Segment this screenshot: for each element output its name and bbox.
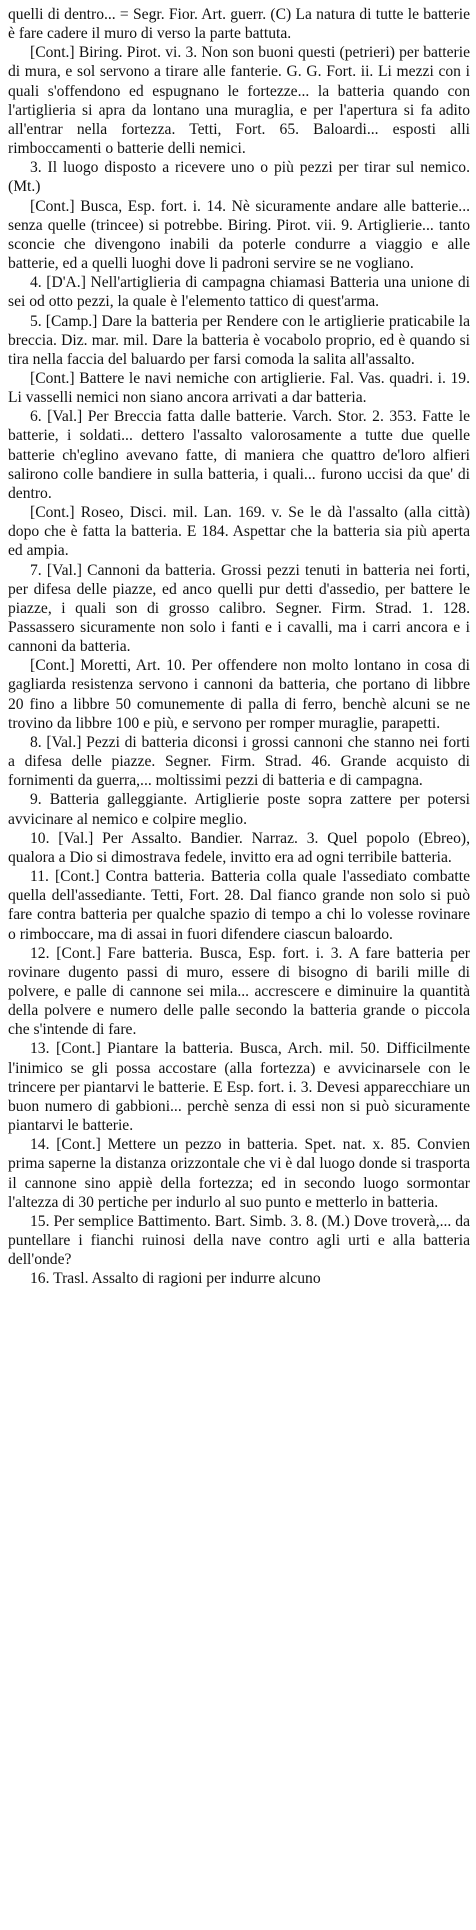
entry-paragraph	[8, 312, 470, 369]
entry-paragraph	[8, 733, 470, 790]
entry-paragraph	[8, 561, 470, 657]
paragraph-text: 12. [Cont.] Fare batteria. Busca, Esp. fort. i. 3. A fare batteria per rovinare dugento passi di muro, essere di bisogno di barili mille di polvere, e palle di cannone sei mila... accrescere e diminuire la quantità della polvere e numero delle palle secondo la batteria grande o piccola che s'intende di fare.	[8, 944, 470, 1039]
entry-paragraph	[8, 867, 470, 944]
paragraph-text: 9. Batteria galleggiante. Artiglierie poste sopra zattere per potersi avvicinare al nemico e colpire meglio.	[8, 791, 470, 828]
entry-paragraph	[8, 944, 470, 1040]
entry-paragraph	[8, 273, 470, 311]
paragraph-text: [Cont.] Roseo, Disci. mil. Lan. 169. v. Se le dà l'assalto (alla città) dopo che è fatta la batteria. E 184. Aspettar che la batteria sia più aperta ed ampia.	[8, 504, 470, 560]
entry-paragraph	[8, 503, 470, 560]
paragraph-text: 4. [D'A.] Nell'artiglieria di campagna chiamasi Batteria una unione di sei od otto pezzi, la quale è l'elemento tattico di quest'arma.	[8, 274, 470, 311]
paragraph-text: 5. [Camp.] Dare la batteria per Rendere con le artiglierie praticabile la breccia. Diz. mar. mil. Dare la batteria è vocabolo proprio, ed è quando si tira nella faccia del baluardo per farsi comoda la salita all'assalto.	[8, 312, 470, 368]
entry-paragraph	[8, 197, 470, 274]
paragraph-text: 14. [Cont.] Mettere un pezzo in batteria. Spet. nat. x. 85. Convien prima saperne la distanza orizzontale che vi è dal luogo donde si trasporta il cannone sino appiè della fortezza; ed in secondo luogo sormontar l'altezza di 30 pertiche per indurlo al suo punto e metterlo in batteria.	[8, 1136, 470, 1211]
entry-paragraph	[8, 5, 470, 43]
entry-paragraph	[8, 829, 470, 867]
paragraph-text: [Cont.] Biring. Pirot. vi. 3. Non son buoni questi (petrieri) per batterie di mura, e sol servono a tirare alle fanterie. G. G. Fort. ii. Li mezzi con i quali s'offendono ed espugnano le fortezze... la batteria quando con l'artiglieria si apra da lontano una muraglia, e per l'apertura si fa adito all'entrar nella fortezza. Tetti, Fort. 65. Baloardi... esposti alli rimboccamenti o batterie delli nemici.	[8, 44, 470, 158]
entry-paragraph	[8, 1039, 470, 1135]
paragraph-text: 10. [Val.] Per Assalto. Bandier. Narraz. 3. Quel popolo (Ebreo), qualora a Dio si dimostrava fedele, invitto era ad ogni terribile batteria.	[8, 829, 470, 866]
entry-paragraph	[8, 1212, 470, 1269]
entry-paragraph	[8, 369, 470, 407]
paragraph-text: [Cont.] Busca, Esp. fort. i. 14. Nè sicuramente andare alle batterie... senza quelle (trincee) si potrebbe. Biring. Pirot. vii. 9. Artiglierie... tanto sconcie che divengono inabili da poterle condurre a viaggio e alle batterie, ed a quelli luoghi dove li padroni servire se ne vogliano.	[8, 197, 470, 273]
entry-paragraph	[8, 158, 470, 196]
paragraph-text: 6. [Val.] Per Breccia fatta dalle batterie. Varch. Stor. 2. 353. Fatte le batterie, i soldati... dettero l'assalto valorosamente a tutte due quelle batterie ch'eglino avevano fatte, di maniera che quattro de'loro alfieri salirono colle bandiere in sulla batteria, i quali... furono uccisi da que' di dentro.	[8, 408, 470, 502]
paragraph-text: 11. [Cont.] Contra batteria. Batteria colla quale l'assediato combatte quella dell'assediante. Tetti, Fort. 28. Dal fianco grande non solo si può fare contra batteria per qualche spazio di tempo a chi lo volesse rovinare o rimboccare, ma di assai in fuori difendere ciascun baloardo.	[8, 868, 470, 943]
entry-paragraph	[8, 1135, 470, 1212]
paragraph-text: quelli di dentro... = Segr. Fior. Art. guerr. (C) La natura di tutte le batterie è fare cadere il muro di verso la parte battuta.	[8, 6, 470, 43]
paragraph-text: 3. Il luogo disposto a ricevere uno o più pezzi per tirar sul nemico. (Mt.)	[8, 159, 470, 196]
paragraph-text: [Cont.] Battere le navi nemiche con artiglierie. Fal. Vas. quadri. i. 19. Li vasselli nemici non siano ancora arrivati a dar batteria.	[8, 369, 470, 407]
paragraph-text: 7. [Val.] Cannoni da batteria. Grossi pezzi tenuti in batteria nei forti, per difesa delle piazze, ed anco quelli pur detti d'assedio, per battere le piazze, i quali son di grosso calibro. Segner. Firm. Strad. 1. 128. Passassero sicuramente non solo i fanti e i cavalli, ma i carri ancora e i cannoni da batteria.	[8, 561, 470, 656]
paragraph-text: 8. [Val.] Pezzi di batteria diconsi i grossi cannoni che stanno nei forti a difesa delle piazze. Segner. Firm. Strad. 46. Grande acquisto di fornimenti da guerra,... moltissimi pezzi di batteria e di campagna.	[8, 733, 470, 790]
paragraph-text: [Cont.] Moretti, Art. 10. Per offendere non molto lontano in cosa di gagliarda resistenza servono i cannoni da batteria, che portano di libbre 20 fino a libbre 50 comunemente di palla di ferro, benchè alcuni se ne trovino da libbre 100 e più, e servono per romper muraglie, parapetti.	[8, 657, 470, 732]
entry-paragraph	[8, 1269, 470, 1288]
paragraph-text: 15. Per semplice Battimento. Bart. Simb. 3. 8. (M.) Dove troverà,... da puntellare i fianchi ruinosi della nave contro agli urti e alla batteria dell'onde?	[8, 1212, 470, 1269]
entry-paragraph	[8, 43, 470, 158]
paragraph-text: 16. Trasl. Assalto di ragioni per indurre alcuno	[30, 1270, 321, 1288]
entry-paragraph	[8, 407, 470, 503]
entry-paragraph	[8, 656, 470, 733]
paragraph-text: 13. [Cont.] Piantare la batteria. Busca, Arch. mil. 50. Difficilmente l'inimico se gli possa accostare (alla fortezza) e avvicinarsele con le trincere per piantarvi le batterie. E Esp. fort. i. 3. Devesi apparecchiare un buon numero di gabbioni... perchè senza di essi non si può sicuramente piantarvi le batterie.	[8, 1040, 470, 1135]
entry-paragraph	[8, 790, 470, 828]
